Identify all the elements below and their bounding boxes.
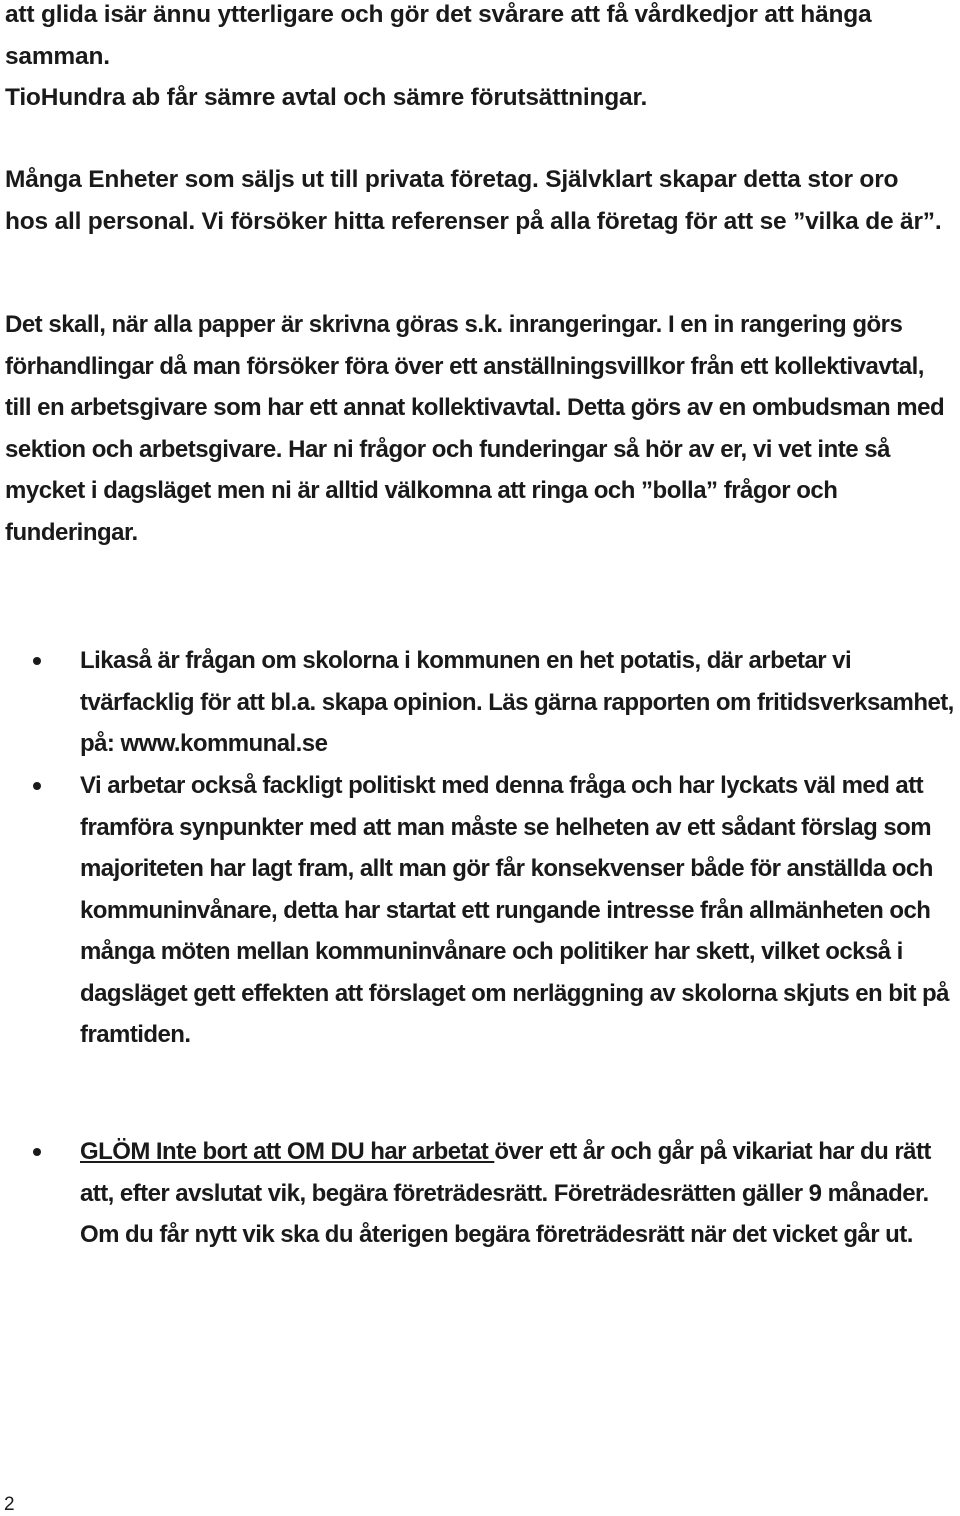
bullet-icon [33,1148,41,1156]
bullet-underlined-text: GLÖM Inte bort att OM DU har arbetat [80,1138,495,1165]
list-item [80,640,958,765]
bullet-icon [33,657,41,665]
list-item [80,1131,958,1256]
paragraph-inrangering: Det skall, när alla papper är skrivna göras s.k. inrangeringar. I en in rangering görs förhandlingar då man försöker föra över ett anställningsvillkor från ett kollektivavtal, till en arbetsgivare som har ett annat kollektivavtal. Detta görs av en ombudsman med sektion och arbetsgivare. Har ni frågor och funderingar så hör av er, vi vet inte så mycket i dagsläget men ni är alltid välkomna att ringa och ”bolla” frågor och funderingar. [5,311,945,546]
bullet-text: över ett år och går på vikariat har du rätt att, efter avslutat vik, begära företrädesrätt. Företrädesrätten gäller 9 månader. Om du får nytt vik ska du återigen begära företrädesrätt när det vicket går ut. [80,1138,931,1248]
paragraph-intro: att glida isär ännu ytterligare och gör det svårare att få vårdkedjor att hänga samman. [5,1,872,70]
bullet-text: Likaså är frågan om skolorna i kommunen en het potatis, där arbetar vi tvärfacklig för att bl.a. skapa opinion. Läs gärna rapporten om fritidsverksamhet, på: www.kommunal.se [80,647,954,757]
bullet-icon [33,782,41,790]
paragraph-enheter: Många Enheter som säljs ut till privata företag. Självklart skapar detta stor oro hos all personal. Vi försöker hitta referenser på alla företag för att se ”vilka de är”. [5,166,942,235]
bullet-text: Vi arbetar också fackligt politiskt med denna fråga och har lyckats väl med att framföra synpunkter med att man måste se helheten av ett sådant förslag som majoriteten har lagt fram, allt man gör får konsekvenser både för anställda och kommuninvånare, detta har startat ett rungande intresse från allmänheten och många möten mellan kommuninvånare och politiker har skett, vilket också i dagsläget gett effekten att förslaget om nerläggning av skolorna skjuts en bit på framtiden. [80,772,949,1048]
list-item [80,765,958,1056]
paragraph-tiohundra: TioHundra ab får sämre avtal och sämre förutsättningar. [5,84,648,111]
page-number: 2 [4,1494,15,1515]
